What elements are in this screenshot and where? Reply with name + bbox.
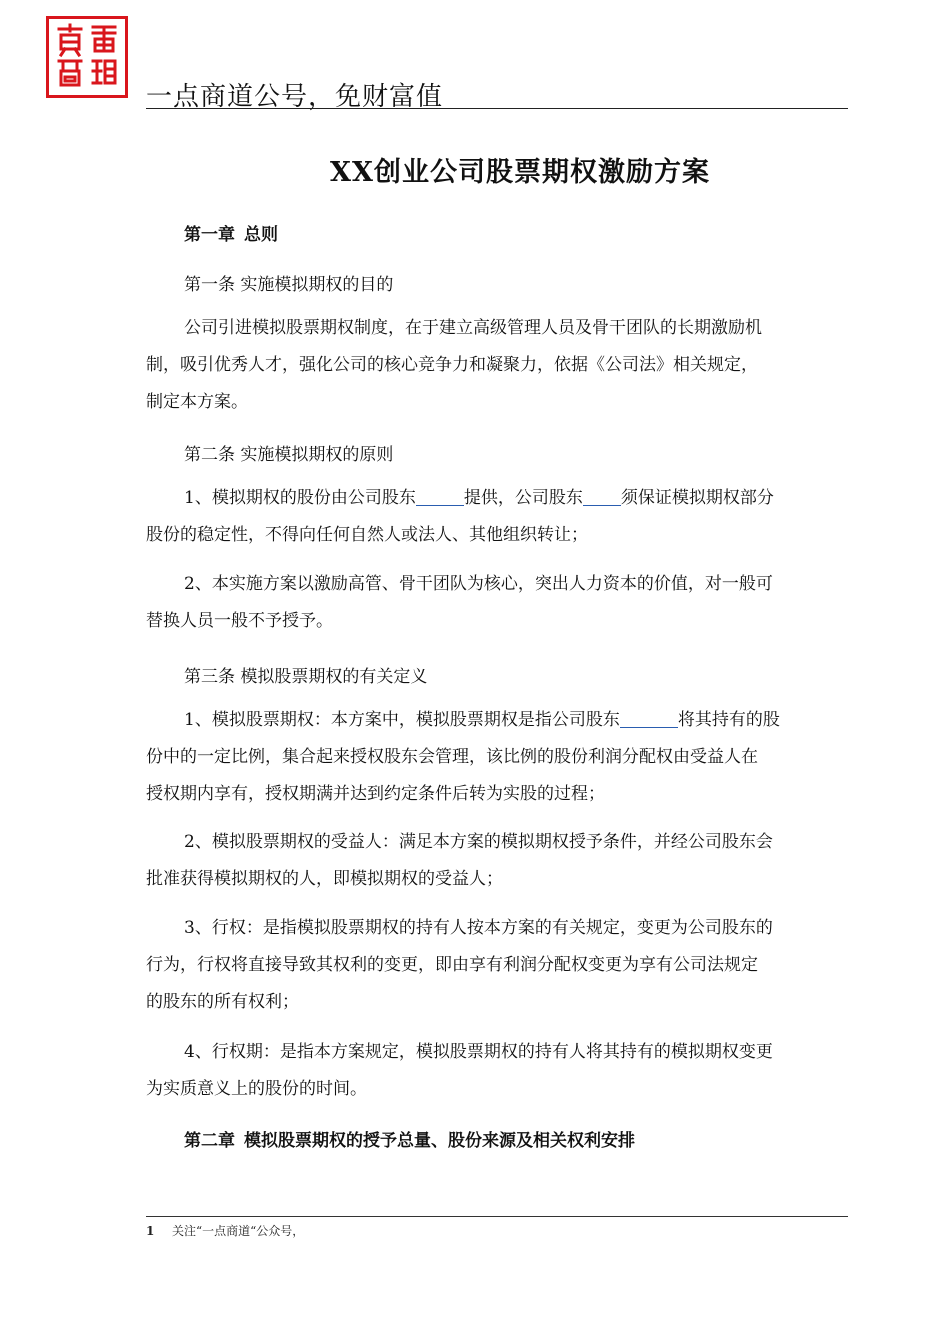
fill-in-blank [416,487,464,506]
paragraph-line: 4、行权期：是指本方案规定，模拟股票期权的持有人将其持有的模拟期权变更 [184,1042,773,1062]
paragraph [146,310,846,421]
paragraph-line: 授权期内享有，授权期满并达到约定条件后转为实股的过程； [146,784,605,804]
paragraph [146,910,846,1021]
paragraph [146,566,846,640]
chapter-heading [184,220,278,245]
article-heading: 第一条 实施模拟期权的目的 [184,275,394,295]
paragraph-line: 2、本实施方案以激励高管、骨干团队为核心，突出人力资本的价值，对一般可 [184,574,773,594]
footnote-number: 1 [146,1224,155,1238]
paragraph-line: 3、行权：是指模拟股票期权的持有人按本方案的有关规定，变更为公司股东的 [184,918,773,938]
paragraph [146,824,846,898]
text-segment: 提供，公司股东 [463,488,583,508]
paragraph-line: 的股东的所有权利； [146,992,299,1012]
paragraph-line: 制定本方案。 [146,392,248,412]
paragraph [146,1034,846,1108]
paragraph [146,702,846,813]
footnote-text: 关注“一点商道“公众号， [172,1224,305,1238]
paragraph-line: 制，吸引优秀人才，强化公司的核心竞争力和凝聚力，依据《公司法》相关规定， [146,355,758,375]
text-segment: 须保证模拟期权部分 [620,488,774,508]
header-divider [146,108,848,109]
paragraph-line: 股份的稳定性，不得向任何自然人或法人、其他组织转让； [146,525,588,545]
fill-in-blank [583,487,621,506]
article-heading: 第三条 模拟股票期权的有关定义 [184,667,428,687]
paragraph-line: 公司引进模拟股票期权制度，在于建立高级管理人员及骨干团队的长期激励机 [184,318,762,338]
paragraph [146,480,846,554]
footnote-divider [146,1216,848,1217]
text-segment: 1、模拟股票期权：本方案中，模拟股票期权是指公司股东 [184,710,620,730]
paragraph-line [146,480,846,517]
paragraph-line: 为实质意义上的股份的时间。 [146,1079,367,1099]
fill-in-blank [620,709,678,728]
document-title: XX创业公司股票期权激励方案 [330,157,710,188]
paragraph-line: 2、模拟股票期权的受益人：满足本方案的模拟期权授予条件，并经公司股东会 [184,832,773,852]
text-segment: 将其持有的股 [677,710,780,730]
chapter-label: 第一章 [184,225,235,245]
chapter-heading [184,1126,635,1151]
article-heading: 第二条 实施模拟期权的原则 [184,445,394,465]
paragraph-line: 行为，行权将直接导致其权利的变更，即由享有利润分配权变更为享有公司法规定 [146,955,758,975]
paragraph-line: 份中的一定比例，集合起来授权股东会管理，该比例的股份利润分配权由受益人在 [146,747,758,767]
chapter-title: 模拟股票期权的授予总量、股份来源及相关权利安排 [244,1131,635,1151]
chapter-title: 总则 [244,225,278,245]
paragraph-line [146,702,846,739]
seal-glyphs-icon [49,19,125,95]
header-tagline: 一点商道公号，免财富值 [146,82,444,112]
seal-logo [46,16,128,98]
chapter-label: 第二章 [184,1131,235,1151]
paragraph-line: 替换人员一般不予授予。 [146,611,333,631]
footnote [146,1222,304,1239]
paragraph-line: 批准获得模拟期权的人，即模拟期权的受益人； [146,869,503,889]
text-segment: 1、模拟期权的股份由公司股东 [184,488,416,508]
